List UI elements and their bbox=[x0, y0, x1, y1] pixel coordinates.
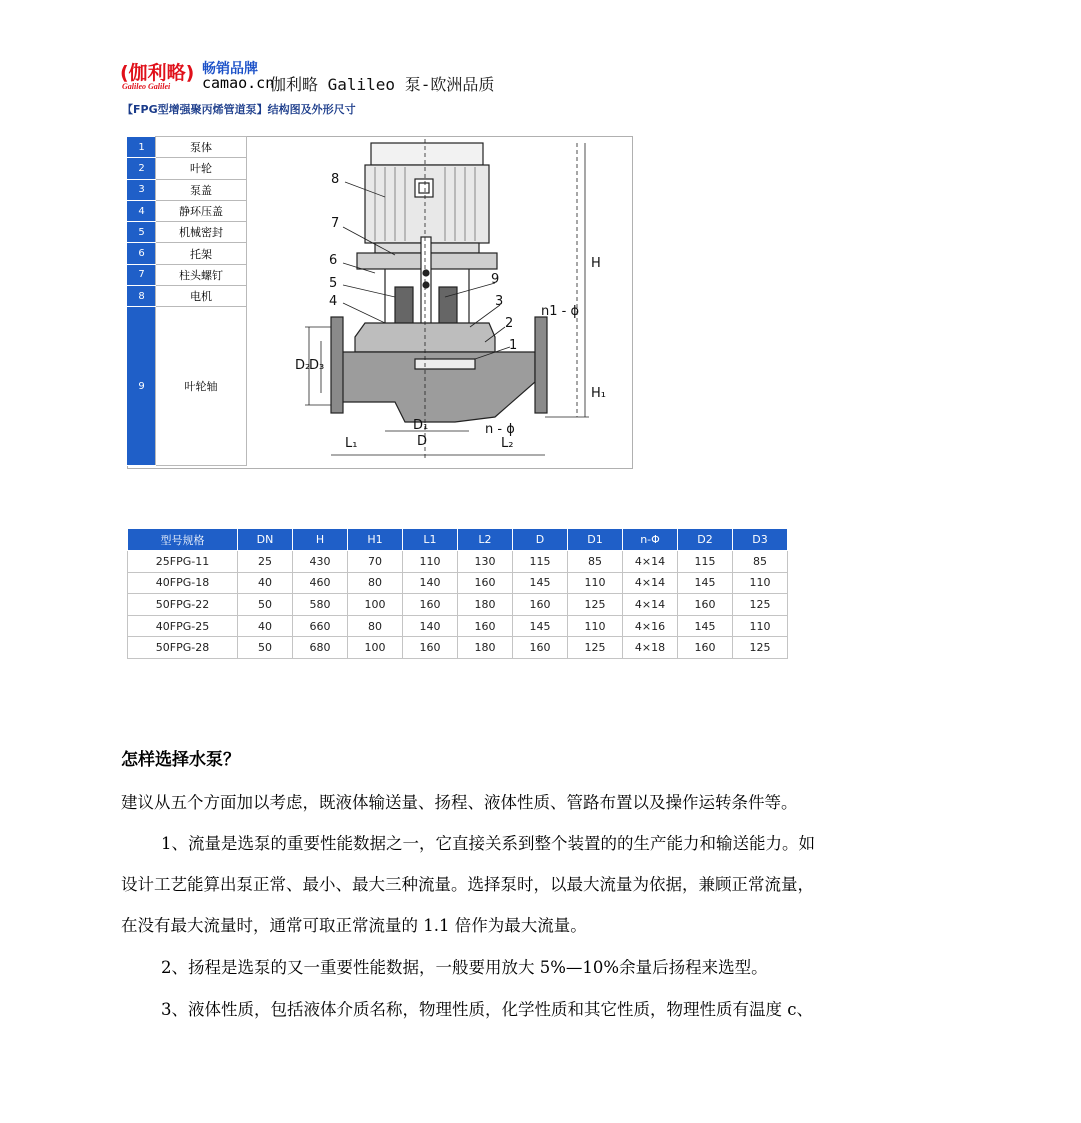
table-cell: 50 bbox=[238, 637, 293, 659]
table-cell: 40FPG-25 bbox=[128, 615, 238, 637]
part-name: 叶轮轴 bbox=[156, 307, 247, 466]
part-number: 6 bbox=[128, 243, 156, 264]
col-header: L2 bbox=[458, 529, 513, 551]
dim-L1: L₁ bbox=[345, 436, 358, 451]
table-cell: 125 bbox=[733, 594, 788, 616]
table-cell: 80 bbox=[348, 615, 403, 637]
table-cell: 430 bbox=[293, 551, 348, 573]
mechanical-seal bbox=[395, 287, 413, 327]
part-name: 机械密封 bbox=[156, 222, 247, 243]
table-cell: 140 bbox=[403, 572, 458, 594]
table-cell: 4×14 bbox=[623, 594, 678, 616]
table-row bbox=[128, 158, 247, 179]
table-row bbox=[128, 307, 247, 466]
table-cell: 80 bbox=[348, 572, 403, 594]
table-row bbox=[128, 637, 788, 659]
callout-4: 4 bbox=[329, 294, 338, 309]
outlet-flange bbox=[535, 317, 547, 413]
callout-3: 3 bbox=[495, 294, 504, 309]
part-number: 9 bbox=[128, 307, 156, 466]
table-cell: 680 bbox=[293, 637, 348, 659]
section-subtitle: 【FPG型增强聚丙烯管道泵】结构图及外形尺寸 bbox=[122, 103, 356, 116]
part-number: 8 bbox=[128, 286, 156, 307]
table-cell: 115 bbox=[678, 551, 733, 573]
table-cell: 40 bbox=[238, 615, 293, 637]
table-cell: 4×14 bbox=[623, 551, 678, 573]
part-number: 5 bbox=[128, 222, 156, 243]
table-cell: 180 bbox=[458, 594, 513, 616]
table-cell: 160 bbox=[513, 637, 568, 659]
table-cell: 110 bbox=[568, 615, 623, 637]
pump-structure-diagram bbox=[245, 137, 631, 467]
col-header: DN bbox=[238, 529, 293, 551]
dim-D: D bbox=[417, 434, 428, 449]
callout-1: 1 bbox=[509, 338, 518, 353]
part-name: 电机 bbox=[156, 286, 247, 307]
table-cell: 4×18 bbox=[623, 637, 678, 659]
table-row bbox=[128, 551, 788, 573]
table-row bbox=[128, 179, 247, 200]
terminal-box bbox=[415, 179, 433, 197]
table-cell: 100 bbox=[348, 594, 403, 616]
logo-chinese: (伽利略) bbox=[120, 62, 195, 84]
col-header: L1 bbox=[403, 529, 458, 551]
table-row bbox=[128, 572, 788, 594]
page-title: 伽利略 Galileo 泵-欧洲品质 bbox=[270, 75, 495, 94]
dim-H: H bbox=[591, 256, 601, 271]
col-header: D3 bbox=[733, 529, 788, 551]
table-cell: 580 bbox=[293, 594, 348, 616]
table-row bbox=[128, 286, 247, 307]
motor-body bbox=[365, 165, 489, 243]
table-cell: 40 bbox=[238, 572, 293, 594]
table-cell: 160 bbox=[513, 594, 568, 616]
col-header: n-Φ bbox=[623, 529, 678, 551]
table-cell: 140 bbox=[403, 615, 458, 637]
impeller bbox=[415, 359, 475, 369]
table-cell: 25 bbox=[238, 551, 293, 573]
col-header: 型号规格 bbox=[128, 529, 238, 551]
table-row bbox=[128, 243, 247, 264]
article-title: 怎样选择水泵？ bbox=[121, 750, 240, 770]
table-cell: 160 bbox=[458, 572, 513, 594]
dim-H1: H₁ bbox=[591, 386, 606, 401]
col-header: H1 bbox=[348, 529, 403, 551]
callout-9: 9 bbox=[491, 272, 500, 287]
col-header: D1 bbox=[568, 529, 623, 551]
table-row bbox=[128, 222, 247, 243]
article-paragraph: 在没有最大流量时，通常可取正常流量的 1.1 倍作为最大流量。 bbox=[121, 916, 587, 935]
spec-table bbox=[127, 528, 788, 659]
part-name: 泵体 bbox=[156, 137, 247, 158]
table-cell: 110 bbox=[733, 615, 788, 637]
part-number: 3 bbox=[128, 179, 156, 200]
callout-7: 7 bbox=[331, 216, 340, 231]
table-cell: 130 bbox=[458, 551, 513, 573]
table-cell: 145 bbox=[513, 572, 568, 594]
dim-n1-phi: n1 - ϕ bbox=[541, 304, 580, 319]
part-number: 7 bbox=[128, 264, 156, 285]
dim-n-phi: n - ϕ bbox=[485, 422, 515, 437]
part-name: 叶轮 bbox=[156, 158, 247, 179]
col-header: D2 bbox=[678, 529, 733, 551]
table-cell: 180 bbox=[458, 637, 513, 659]
table-cell: 85 bbox=[568, 551, 623, 573]
parts-table bbox=[127, 136, 247, 466]
table-cell: 50FPG-22 bbox=[128, 594, 238, 616]
article-paragraph: 建议从五个方面加以考虑，既液体输送量、扬程、液体性质、管路布置以及操作运转条件等。 bbox=[121, 793, 798, 812]
logo-slogan: 畅销品牌 bbox=[202, 61, 258, 77]
dim-D3: D₃ bbox=[309, 358, 325, 373]
part-name: 托架 bbox=[156, 243, 247, 264]
part-number: 1 bbox=[128, 137, 156, 158]
table-cell: 50FPG-28 bbox=[128, 637, 238, 659]
dim-D1: D₁ bbox=[413, 418, 429, 433]
part-name: 柱头螺钉 bbox=[156, 264, 247, 285]
table-row bbox=[128, 615, 788, 637]
callout-8: 8 bbox=[331, 172, 340, 187]
table-cell: 85 bbox=[733, 551, 788, 573]
table-cell: 50 bbox=[238, 594, 293, 616]
table-cell: 4×16 bbox=[623, 615, 678, 637]
dim-L2: L₂ bbox=[501, 436, 514, 451]
table-cell: 160 bbox=[678, 594, 733, 616]
table-row bbox=[128, 200, 247, 221]
col-header: D bbox=[513, 529, 568, 551]
table-cell: 125 bbox=[568, 637, 623, 659]
article-paragraph: 1、流量是选泵的重要性能数据之一，它直接关系到整个装置的的生产能力和输送能力。如 bbox=[161, 834, 815, 853]
inlet-flange bbox=[331, 317, 343, 413]
table-header-row bbox=[128, 529, 788, 551]
table-row bbox=[128, 137, 247, 158]
part-name: 静环压盖 bbox=[156, 200, 247, 221]
logo-url: camao.cn bbox=[202, 74, 275, 92]
table-cell: 40FPG-18 bbox=[128, 572, 238, 594]
callout-2: 2 bbox=[505, 316, 514, 331]
callout-5: 5 bbox=[329, 276, 338, 291]
article-paragraph: 2、扬程是选泵的又一重要性能数据，一般要用放大 5%—10%余量后扬程来选型。 bbox=[161, 958, 768, 977]
table-cell: 145 bbox=[678, 572, 733, 594]
dim-D2: D₂ bbox=[295, 358, 311, 373]
table-cell: 160 bbox=[458, 615, 513, 637]
table-cell: 160 bbox=[403, 637, 458, 659]
article-paragraph: 3、液体性质，包括液体介质名称，物理性质，化学性质和其它性质，物理性质有温度 c、 bbox=[161, 1000, 813, 1019]
table-row bbox=[128, 594, 788, 616]
col-header: H bbox=[293, 529, 348, 551]
table-cell: 125 bbox=[568, 594, 623, 616]
table-cell: 160 bbox=[403, 594, 458, 616]
table-cell: 110 bbox=[733, 572, 788, 594]
table-cell: 25FPG-11 bbox=[128, 551, 238, 573]
table-cell: 4×14 bbox=[623, 572, 678, 594]
part-number: 2 bbox=[128, 158, 156, 179]
logo-latin: Galileo Galilei bbox=[122, 82, 171, 91]
callout-6: 6 bbox=[329, 253, 338, 268]
table-cell: 145 bbox=[678, 615, 733, 637]
table-cell: 110 bbox=[568, 572, 623, 594]
part-number: 4 bbox=[128, 200, 156, 221]
brand-logo bbox=[120, 58, 520, 98]
table-cell: 125 bbox=[733, 637, 788, 659]
table-cell: 100 bbox=[348, 637, 403, 659]
table-cell: 145 bbox=[513, 615, 568, 637]
table-cell: 115 bbox=[513, 551, 568, 573]
article-paragraph: 设计工艺能算出泵正常、最小、最大三种流量。选择泵时，以最大流量为依据，兼顾正常流量， bbox=[121, 875, 814, 894]
table-cell: 660 bbox=[293, 615, 348, 637]
table-cell: 160 bbox=[678, 637, 733, 659]
table-cell: 70 bbox=[348, 551, 403, 573]
motor-fan-cover bbox=[371, 143, 483, 165]
table-cell: 460 bbox=[293, 572, 348, 594]
table-cell: 110 bbox=[403, 551, 458, 573]
part-name: 泵盖 bbox=[156, 179, 247, 200]
table-row bbox=[128, 264, 247, 285]
